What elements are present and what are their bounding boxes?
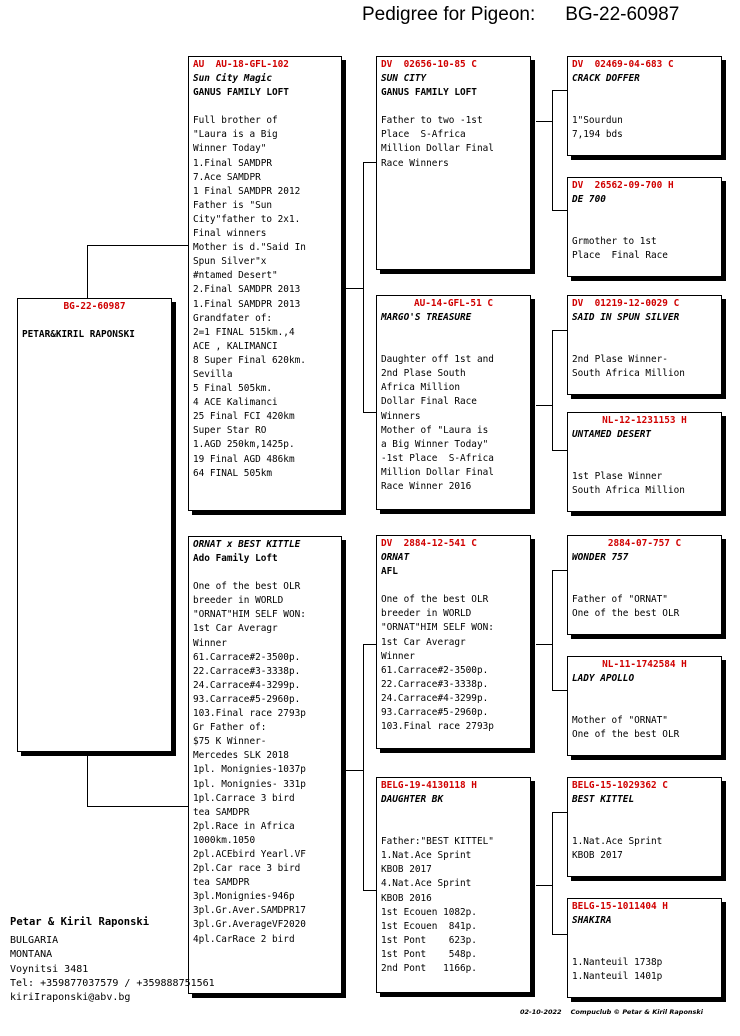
sire-dam-name: MARGO'S TREASURE [381, 312, 472, 324]
note-line: 1.Final SAMDPR [193, 157, 273, 169]
connector-ds-bot [552, 690, 567, 691]
note-line: 2pl.ACEbird Yearl.VF [193, 848, 306, 860]
sire-notes [193, 114, 337, 480]
note-line: 24.Carrace#4-3299p. [193, 679, 301, 691]
note-line: Father:"BEST KITTEL" [381, 836, 494, 848]
footer-credit-text: Compuclub © Petar & Kiril Raponski [570, 1008, 703, 1016]
note-line: 103.Final race 2793p [381, 721, 494, 733]
note-line: 1.Nanteuil 1401p [572, 971, 663, 983]
connector-subject-v2 [87, 752, 88, 806]
connector-dd-h [536, 885, 553, 886]
note-line: Spun Silver"x [193, 256, 267, 268]
note-line: breeder in WORLD [381, 608, 472, 620]
sire-dam-notes [381, 353, 526, 494]
note-line: Full brother of [193, 115, 278, 127]
note-line: $75 K Winner- [193, 736, 267, 748]
connector-sd-top [552, 330, 567, 331]
dd-dam-card[interactable] [567, 898, 722, 998]
note-line: 2pl.Race in Africa [193, 820, 295, 832]
footer-credit [520, 1008, 703, 1016]
owner-name: Petar & Kiril Raponski [10, 916, 150, 928]
note-line: tea SAMDPR [193, 806, 250, 818]
note-line: Million Dollar Final [381, 143, 494, 155]
dam-sire-ring: DV 2884-12-541 C [381, 538, 477, 549]
ss-sire-notes [572, 114, 717, 142]
note-line: Race Winners [381, 157, 449, 169]
ss-dam-name: DE 700 [572, 194, 606, 206]
note-line: Million Dollar Final [381, 466, 494, 478]
note-line: "ORNAT"HIM SELF WON: [193, 609, 306, 621]
ss-sire-name: CRACK DOFFER [572, 73, 640, 85]
note-line: Africa Million [381, 382, 461, 394]
dam-owner: Ado Family Loft [193, 553, 278, 565]
note-line: One of the best OLR [193, 581, 301, 593]
note-line: 1st Car Averagr [193, 623, 278, 635]
title-label: Pedigree for Pigeon: [362, 4, 536, 25]
note-line: South Africa Million [572, 485, 685, 497]
sd-dam-notes [572, 470, 717, 498]
connector-ss-v [552, 90, 553, 210]
note-line: 1st Ecouen 841p. [381, 920, 477, 932]
ds-dam-ring: NL-11-1742584 H [602, 659, 687, 670]
note-line: Super Star RO [193, 425, 267, 437]
connector-dd-top [552, 812, 567, 813]
ds-sire-ring: 2884-07-757 C [607, 538, 682, 549]
dam-sire-card[interactable] [376, 535, 531, 749]
owner-info [10, 915, 215, 1005]
note-line: 5 Final 505km. [193, 383, 273, 395]
subject-ring: BG-22-60987 [63, 301, 126, 312]
note-line: 1st Pont 548p. [381, 948, 477, 960]
note-line: Final winners [193, 228, 267, 240]
connector-subject-h1 [87, 245, 188, 246]
connector-ds-v [552, 570, 553, 690]
ss-sire-card[interactable] [567, 56, 722, 156]
dd-sire-ring: BELG-15-1029362 C [572, 780, 668, 791]
owner-city: Voynitsi 3481 [10, 963, 89, 975]
sire-sire-notes [381, 114, 526, 170]
note-line: tea SAMDPR [193, 877, 250, 889]
connector-subject-v1 [87, 245, 88, 299]
connector-sire-bot [363, 412, 376, 413]
note-line: 1st Car Averagr [381, 636, 466, 648]
note-line: 61.Carrace#2-3500p. [193, 651, 301, 663]
connector-sd-h [536, 405, 553, 406]
note-line: 93.Carrace#5-2960p. [193, 693, 301, 705]
note-line: 2.Final SAMDPR 2013 [193, 284, 301, 296]
note-line: breeder in WORLD [193, 595, 284, 607]
note-line: Mother is d."Said In [193, 242, 306, 254]
sire-sire-card[interactable] [376, 56, 531, 270]
ds-sire-card[interactable] [567, 535, 722, 635]
dd-dam-ring: BELG-15-1011404 H [572, 901, 668, 912]
ds-dam-notes [572, 714, 717, 742]
ds-sire-name: WONDER 757 [572, 552, 629, 564]
dam-dam-ring: BELG-19-4130118 H [381, 780, 477, 791]
connector-dam-v [363, 644, 364, 890]
note-line: 64 FINAL 505km [193, 467, 273, 479]
sire-ring: AU AU-18-GFL-102 [193, 59, 289, 70]
connector-dd-bot [552, 934, 567, 935]
sd-dam-ring: NL-12-1231153 H [602, 415, 687, 426]
note-line: 7.Ace SAMDPR [193, 171, 261, 183]
note-line: Dollar Final Race [381, 396, 477, 408]
note-line: 3pl.Gr.AverageVF2020 [193, 919, 306, 931]
note-line: Winner [381, 650, 415, 662]
note-line: 103.Final race 2793p [193, 708, 306, 720]
connector-ss-bot [552, 210, 567, 211]
note-line: 3pl.Monignies-946p [193, 891, 295, 903]
note-line: 1.Nat.Ace Sprint [572, 836, 663, 848]
sd-sire-ring: DV 01219-12-0029 C [572, 298, 680, 309]
note-line: 2pl.Car race 3 bird [193, 863, 301, 875]
note-line: 93.Carrace#5-2960p. [381, 707, 489, 719]
note-line: 1"Sourdun [572, 115, 623, 127]
subject-card[interactable] [17, 298, 172, 752]
note-line: Mother of "Laura is [381, 424, 489, 436]
note-line: Mercedes SLK 2018 [193, 750, 289, 762]
ss-dam-notes [572, 235, 717, 263]
sire-owner: GANUS FAMILY LOFT [193, 87, 289, 99]
note-line: South Africa Million [572, 368, 685, 380]
note-line: 4.Nat.Ace Sprint [381, 878, 472, 890]
sd-sire-notes [572, 353, 717, 381]
ds-dam-name: LADY APOLLO [572, 673, 635, 685]
dam-sire-owner: AFL [381, 566, 398, 578]
connector-ds-h [536, 644, 553, 645]
note-line: One of the best OLR [381, 594, 489, 606]
connector-sd-v [552, 330, 553, 450]
note-line: Winners [381, 410, 421, 422]
dd-sire-card[interactable] [567, 777, 722, 877]
note-line: "ORNAT"HIM SELF WON: [381, 622, 494, 634]
connector-sd-bot [552, 450, 567, 451]
sire-name: Sun City Magic [193, 73, 273, 85]
dd-dam-notes [572, 956, 717, 984]
connector-ss-h [536, 121, 553, 122]
owner-region: MONTANA [10, 949, 53, 961]
note-line: Father is "Sun [193, 199, 273, 211]
sire-sire-name: SUN CITY [381, 73, 427, 85]
note-line: KBOB 2016 [381, 892, 432, 904]
connector-sire-h [346, 288, 364, 289]
note-line: #ntamed Desert" [193, 270, 278, 282]
note-line: Father of "ORNAT" [572, 594, 668, 606]
note-line: 1pl. Monignies- 331p [193, 778, 306, 790]
owner-email[interactable]: kiriIraponski@abv.bg [10, 992, 131, 1004]
ds-sire-notes [572, 593, 717, 621]
note-line: 1pl. Monignies-1037p [193, 764, 306, 776]
note-line: 4 ACE Kalimanci [193, 397, 278, 409]
note-line: 19 Final AGD 486km [193, 453, 295, 465]
ds-dam-card[interactable] [567, 656, 722, 756]
note-line: 24.Carrace#4-3299p. [381, 692, 489, 704]
note-line: One of the best OLR [572, 608, 680, 620]
sire-sire-owner: GANUS FAMILY LOFT [381, 87, 477, 99]
note-line: 2nd Pont 1166p. [381, 963, 477, 975]
note-line: Place Final Race [572, 250, 668, 262]
subject-owner: PETAR&KIRIL RAPONSKI [22, 329, 135, 341]
note-line: Daughter off 1st and [381, 354, 494, 366]
note-line: Grandfater of: [193, 312, 273, 324]
note-line: Sevilla [193, 368, 233, 380]
note-line: 22.Carrace#3-3338p. [193, 665, 301, 677]
dd-sire-notes [572, 835, 717, 863]
note-line: ACE , KALIMANCI [193, 340, 278, 352]
note-line: Father to two -1st [381, 115, 483, 127]
note-line: 2=1 FINAL 515km.,4 [193, 326, 295, 338]
page-title [362, 4, 679, 26]
note-line: 1pl.Carrace 3 bird [193, 792, 295, 804]
note-line: -1st Place S-Africa [381, 452, 494, 464]
sd-sire-card[interactable] [567, 295, 722, 395]
note-line: KBOB 2017 [381, 864, 432, 876]
sire-dam-ring: AU-14-GFL-51 C [413, 298, 494, 309]
note-line: 2nd Plase South [381, 368, 466, 380]
note-line: a Big Winner Today" [381, 438, 489, 450]
sd-dam-card[interactable] [567, 412, 722, 512]
connector-ss-top [552, 90, 567, 91]
dam-dam-notes [381, 835, 526, 976]
connector-dd-v [552, 812, 553, 934]
dam-sire-name: ORNAT [381, 552, 410, 564]
note-line: 7,194 bds [572, 129, 623, 141]
sire-dam-card[interactable] [376, 295, 531, 510]
owner-country: BULGARIA [10, 935, 59, 947]
footer-date: 02-10-2022 [520, 1008, 562, 1016]
sire-card[interactable] [188, 56, 342, 511]
connector-sire-top [363, 162, 376, 163]
note-line: Gr Father of: [193, 722, 267, 734]
sire-sire-ring: DV 02656-10-85 C [381, 59, 477, 70]
dam-name: ORNAT x BEST KITTLE [193, 539, 301, 550]
connector-dam-top [363, 644, 376, 645]
note-line: 2nd Plase Winner- [572, 354, 668, 366]
note-line: City"father to 2x1. [193, 213, 301, 225]
dam-dam-card[interactable] [376, 777, 531, 993]
note-line: Grmother to 1st [572, 236, 657, 248]
ss-dam-card[interactable] [567, 177, 722, 277]
note-line: One of the best OLR [572, 729, 680, 741]
note-line: KBOB 2017 [572, 850, 623, 862]
note-line: 4pl.CarRace 2 bird [193, 933, 295, 945]
note-line: 1 Final SAMDPR 2012 [193, 185, 301, 197]
note-line: Winner [193, 637, 227, 649]
note-line: "Laura is a Big [193, 129, 278, 141]
dam-dam-name: DAUGHTER BK [381, 794, 444, 806]
connector-dam-h [346, 770, 364, 771]
dam-sire-notes [381, 593, 526, 734]
note-line: Mother of "ORNAT" [572, 715, 668, 727]
note-line: 61.Carrace#2-3500p. [381, 664, 489, 676]
note-line: 3pl.Gr.Aver.SAMDPR17 [193, 905, 306, 917]
note-line: 22.Carrace#3-3338p. [381, 678, 489, 690]
note-line: 1000km.1050 [193, 834, 256, 846]
note-line: 1st Ecouen 1082p. [381, 906, 477, 918]
ss-dam-ring: DV 26562-09-700 H [572, 180, 674, 191]
dam-notes [193, 580, 337, 946]
connector-dam-bot [363, 890, 376, 891]
note-line: Place S-Africa [381, 129, 466, 141]
connector-ds-top [552, 570, 567, 571]
note-line: 25 Final FCI 420km [193, 411, 295, 423]
connector-subject-h2 [87, 806, 188, 807]
connector-sire-v [363, 162, 364, 412]
note-line: 1st Pont 623p. [381, 934, 477, 946]
title-pigeon-id: BG-22-60987 [565, 4, 680, 25]
owner-phone: Tel: +359877037579 / +359888751561 [10, 977, 215, 989]
note-line: 1.Final SAMDPR 2013 [193, 298, 301, 310]
dd-sire-name: BEST KITTEL [572, 794, 635, 806]
note-line: 8 Super Final 620km. [193, 354, 306, 366]
note-line: 1.Nanteuil 1738p [572, 957, 663, 969]
note-line: 1.AGD 250km,1425p. [193, 439, 295, 451]
note-line: Winner Today" [193, 143, 267, 155]
sd-dam-name: UNTAMED DESERT [572, 429, 652, 441]
dd-dam-name: SHAKIRA [572, 915, 612, 927]
note-line: 1st Plase Winner [572, 471, 663, 483]
note-line: 1.Nat.Ace Sprint [381, 850, 472, 862]
sd-sire-name: SAID IN SPUN SILVER [572, 312, 680, 324]
ss-sire-ring: DV 02469-04-683 C [572, 59, 674, 70]
note-line: Race Winner 2016 [381, 481, 472, 493]
